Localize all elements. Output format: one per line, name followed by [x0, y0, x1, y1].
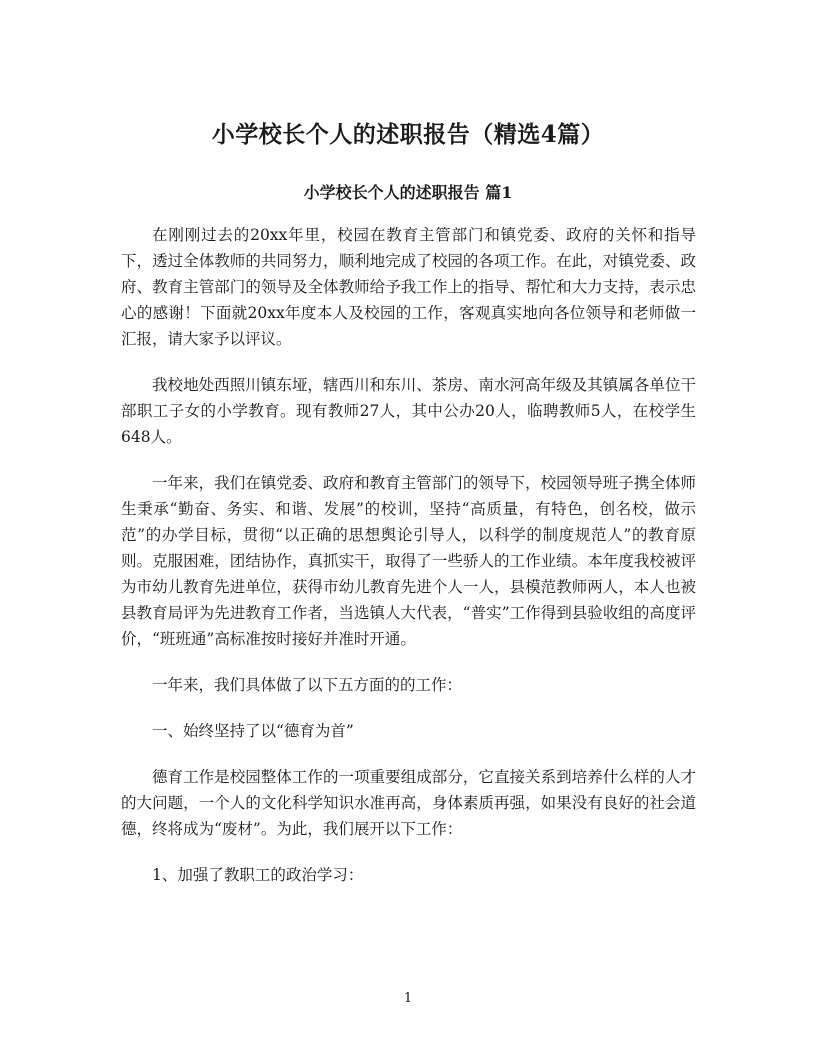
- paragraph: 1、加强了教职工的政治学习：: [152, 866, 364, 884]
- paragraph: 在刚刚过去的20xx年里，校园在教育主管部门和镇党委、政府的关怀和指导下，透过全体教师的共同努力，顺利地完成了校园的各项工作。在此，对镇党委、政府、教育主管部门的领导及全体教师给予我工作上的指导、帮忙和大力支持，表示忠心的感谢！下面就20xx年度本人及校园的工作，客观真实地向各位领导和老师做一汇报，请大家予以评议。: [121, 226, 696, 348]
- paragraph: 一、始终坚持了以“德育为首”: [152, 722, 354, 740]
- paragraph: 一年来，我们在镇党委、政府和教育主管部门的领导下，校园领导班子携全体师生秉承“勤奋、务实、和谐、发展”的校训，坚持“高质量，有特色，创名校，做示范”的办学目标，贯彻“以正确的思想舆论引导人，以科学的制度规范人”的教育原则。克服困难，团结协作，真抓实干，取得了一些骄人的工作业绩。本年度我校被评为市幼儿教育先进单位，获得市幼儿教育先进个人一人，县模范教师两人，本人也被县教育局评为先进教育工作者，当选镇人大代表，“普实”工作得到县验收组的高度评价，“班班通”高标准按时接好并准时开通。: [121, 474, 696, 648]
- document-title: 小学校长个人的述职报告（精选4篇）: [211, 121, 605, 148]
- paragraph: 我校地处西照川镇东垭，辖西川和东川、茶房、南水河高年级及其镇属各单位干部职工子女的小学教育。现有教师27人，其中公办20人，临聘教师5人，在校学生648人。: [121, 376, 696, 446]
- page-number: 1: [403, 991, 413, 1006]
- paragraph: 德育工作是校园整体工作的一项重要组成部分，它直接关系到培养什么样的人才的大问题，一个人的文化科学知识水准再高，身体素质再强，如果没有良好的社会道德，终将成为“废材”。为此，我们展开以下工作：: [121, 768, 696, 838]
- paragraph: 一年来，我们具体做了以下五方面的的工作：: [152, 676, 463, 694]
- document-body: [121, 222, 696, 908]
- section-title: 小学校长个人的述职报告 篇1: [303, 183, 513, 202]
